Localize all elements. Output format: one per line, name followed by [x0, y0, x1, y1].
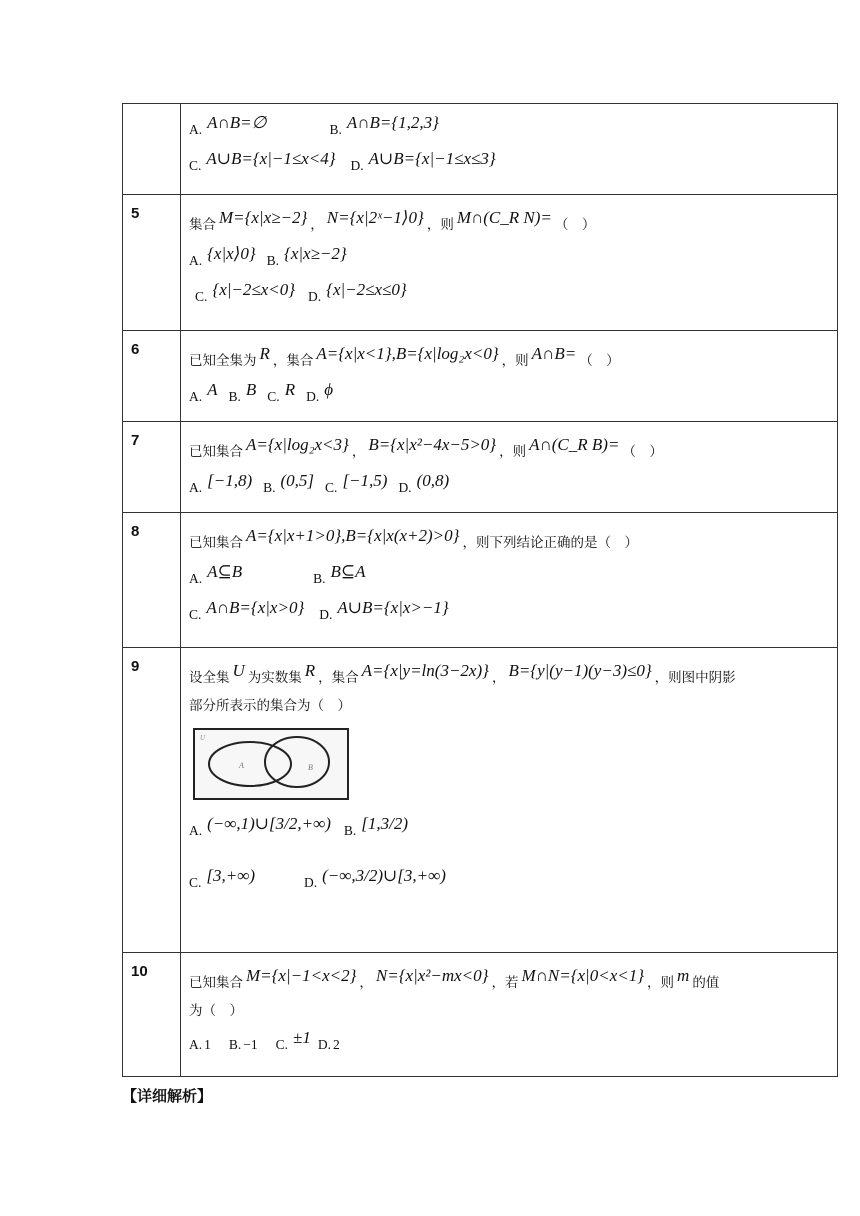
question-math: N={x|2ˣ−1⟩0}	[326, 208, 424, 227]
question-text: 为（ ）	[189, 1003, 243, 1019]
question-text: 的值	[692, 975, 720, 991]
venn-diagram	[193, 728, 829, 805]
option-b: A∩B={1,2,3}	[346, 113, 439, 132]
question-text: 部分所表示的集合为（ ）	[189, 698, 351, 714]
option-d-label: D.	[317, 1037, 331, 1052]
question-math: R	[259, 344, 270, 363]
question-table	[122, 103, 838, 1077]
option-c-label: C.	[267, 389, 280, 404]
question-math: A={x|x<1},B={x|log₂x<0}	[316, 344, 499, 363]
venn-label-b: B	[308, 763, 313, 772]
option-c: ±1	[293, 1028, 311, 1047]
question-number: 7	[123, 422, 181, 513]
option-c: R	[284, 380, 296, 399]
question-row	[123, 104, 838, 195]
question-number	[123, 104, 181, 195]
question-number: 5	[123, 195, 181, 331]
option-d: A∪B={x|x>−1}	[337, 598, 449, 617]
option-a: 1	[204, 1037, 211, 1052]
option-d: (0,8)	[416, 471, 450, 490]
option-d: 2	[333, 1037, 340, 1052]
option-c-label: C.	[189, 875, 202, 890]
option-c: A∪B={x|−1≤x<4}	[206, 149, 336, 168]
question-text: ，	[351, 444, 366, 460]
question-text: ，则图中阴影	[654, 670, 736, 686]
option-c: A∩B={x|x>0}	[206, 598, 305, 617]
question-text: （ ）	[554, 217, 596, 233]
question-math: A∩B=	[531, 344, 577, 363]
option-a-label: A.	[189, 480, 203, 495]
option-a-label: A.	[189, 571, 203, 586]
detailed-analysis-heading: 【详细解析】	[122, 1087, 213, 1105]
question-text: 已知集合	[189, 444, 243, 460]
option-d-label: D.	[308, 289, 322, 304]
question-math: M={x|x≥−2}	[219, 208, 308, 227]
option-d-label: D.	[350, 158, 364, 173]
question-row	[123, 953, 838, 1077]
venn-diagram-svg	[193, 728, 349, 800]
question-text: 已知全集为	[189, 353, 257, 369]
option-b-label: B.	[343, 823, 357, 838]
option-b: {x|x≥−2}	[284, 244, 347, 263]
option-a: A	[207, 380, 218, 399]
question-math: B={x|x²−4x−5>0}	[368, 435, 497, 454]
question-math: M={x|−1<x<2}	[246, 966, 357, 985]
question-body	[181, 195, 838, 331]
universal-set-rect	[194, 729, 348, 799]
option-a: (−∞,1)∪[3/2,+∞)	[207, 814, 331, 833]
question-math: R	[304, 661, 316, 680]
option-a-label: A.	[189, 823, 203, 838]
option-c-label: C.	[275, 1037, 289, 1052]
option-b-label: B.	[329, 122, 342, 137]
question-row	[123, 422, 838, 513]
question-body	[181, 422, 838, 513]
question-math: A∩(C_R B)=	[529, 435, 620, 454]
question-text: ，	[491, 670, 506, 686]
question-body	[181, 953, 838, 1077]
option-d-label: D.	[398, 480, 412, 495]
option-d-label: D.	[319, 607, 333, 622]
question-text: （ ）	[579, 353, 620, 369]
venn-label-a: A	[239, 761, 244, 770]
question-text: ，若	[491, 975, 519, 991]
question-math: A={x|y=ln(3−2x)}	[361, 661, 489, 680]
option-d: (−∞,3/2)∪[3,+∞)	[322, 866, 446, 885]
question-text: 为实数集	[247, 670, 302, 686]
question-text: ，则	[647, 975, 675, 991]
venn-label-u: U	[200, 734, 206, 742]
question-body	[181, 648, 838, 953]
option-b: [1,3/2)	[361, 814, 409, 833]
question-text: ，集合	[318, 670, 359, 686]
option-a: {x|x⟩0}	[207, 244, 256, 263]
question-text: 集合	[189, 217, 216, 233]
option-b-label: B.	[263, 480, 276, 495]
question-text: （ ）	[622, 444, 663, 460]
option-c-label: C.	[325, 480, 338, 495]
question-math: A={x|x+1>0},B={x|x(x+2)>0}	[246, 526, 460, 545]
question-text: ，则下列结论正确的是（ ）	[462, 535, 638, 551]
question-math: m	[677, 966, 690, 985]
option-c: [3,+∞)	[206, 866, 256, 885]
question-text: 已知集合	[189, 975, 243, 991]
option-c-label: C.	[195, 289, 208, 304]
question-row	[123, 195, 838, 331]
option-b: B⊆A	[330, 562, 366, 581]
question-text: ，	[310, 217, 324, 233]
option-d-label: D.	[304, 875, 318, 890]
option-b: (0,5]	[280, 471, 315, 490]
question-text: 已知集合	[189, 535, 243, 551]
option-a: A⊆B	[207, 562, 243, 581]
question-row	[123, 513, 838, 648]
option-d: {x|−2≤x≤0}	[326, 280, 407, 299]
option-a: [−1,8)	[207, 471, 253, 490]
option-a-label: A.	[189, 122, 203, 137]
option-d-label: D.	[306, 389, 320, 404]
question-math: U	[232, 661, 245, 680]
question-text: ，	[359, 975, 373, 991]
option-b-label: B.	[266, 253, 280, 268]
question-number: 10	[123, 953, 181, 1077]
question-text: ，则	[501, 353, 529, 369]
option-a-label: A.	[189, 253, 203, 268]
option-c-label: C.	[189, 607, 202, 622]
option-d: ϕ	[324, 380, 334, 399]
option-b: B	[245, 380, 257, 399]
question-math: M∩(C_R N)=	[456, 208, 552, 227]
question-number: 6	[123, 331, 181, 422]
question-number: 8	[123, 513, 181, 648]
question-body	[181, 331, 838, 422]
question-math: N={x|x²−mx<0}	[375, 966, 489, 985]
question-math: A={x|log₂x<3}	[246, 435, 349, 454]
option-a: A∩B=∅	[207, 113, 267, 132]
question-math: M∩N={x|0<x<1}	[521, 966, 645, 985]
question-number: 9	[123, 648, 181, 953]
question-text: ，则	[499, 444, 527, 460]
question-body	[181, 104, 838, 195]
option-b-label: B.	[228, 1037, 242, 1052]
option-d: A∪B={x|−1≤x≤3}	[368, 149, 496, 168]
question-text: ，集合	[272, 353, 314, 369]
question-text: ，则	[426, 217, 454, 233]
option-c-label: C.	[189, 158, 202, 173]
option-b: −1	[243, 1037, 258, 1052]
option-b-label: B.	[228, 389, 241, 404]
option-c: {x|−2≤x<0}	[212, 280, 296, 299]
question-math: B={y|(y−1)(y−3)≤0}	[508, 661, 652, 680]
option-b-label: B.	[313, 571, 326, 586]
question-text: 设全集	[189, 670, 230, 686]
option-a-label: A.	[189, 389, 203, 404]
question-row	[123, 648, 838, 953]
question-body	[181, 513, 838, 648]
option-a-label: A.	[189, 1037, 203, 1052]
question-row	[123, 331, 838, 422]
option-c: [−1,5)	[342, 471, 388, 490]
